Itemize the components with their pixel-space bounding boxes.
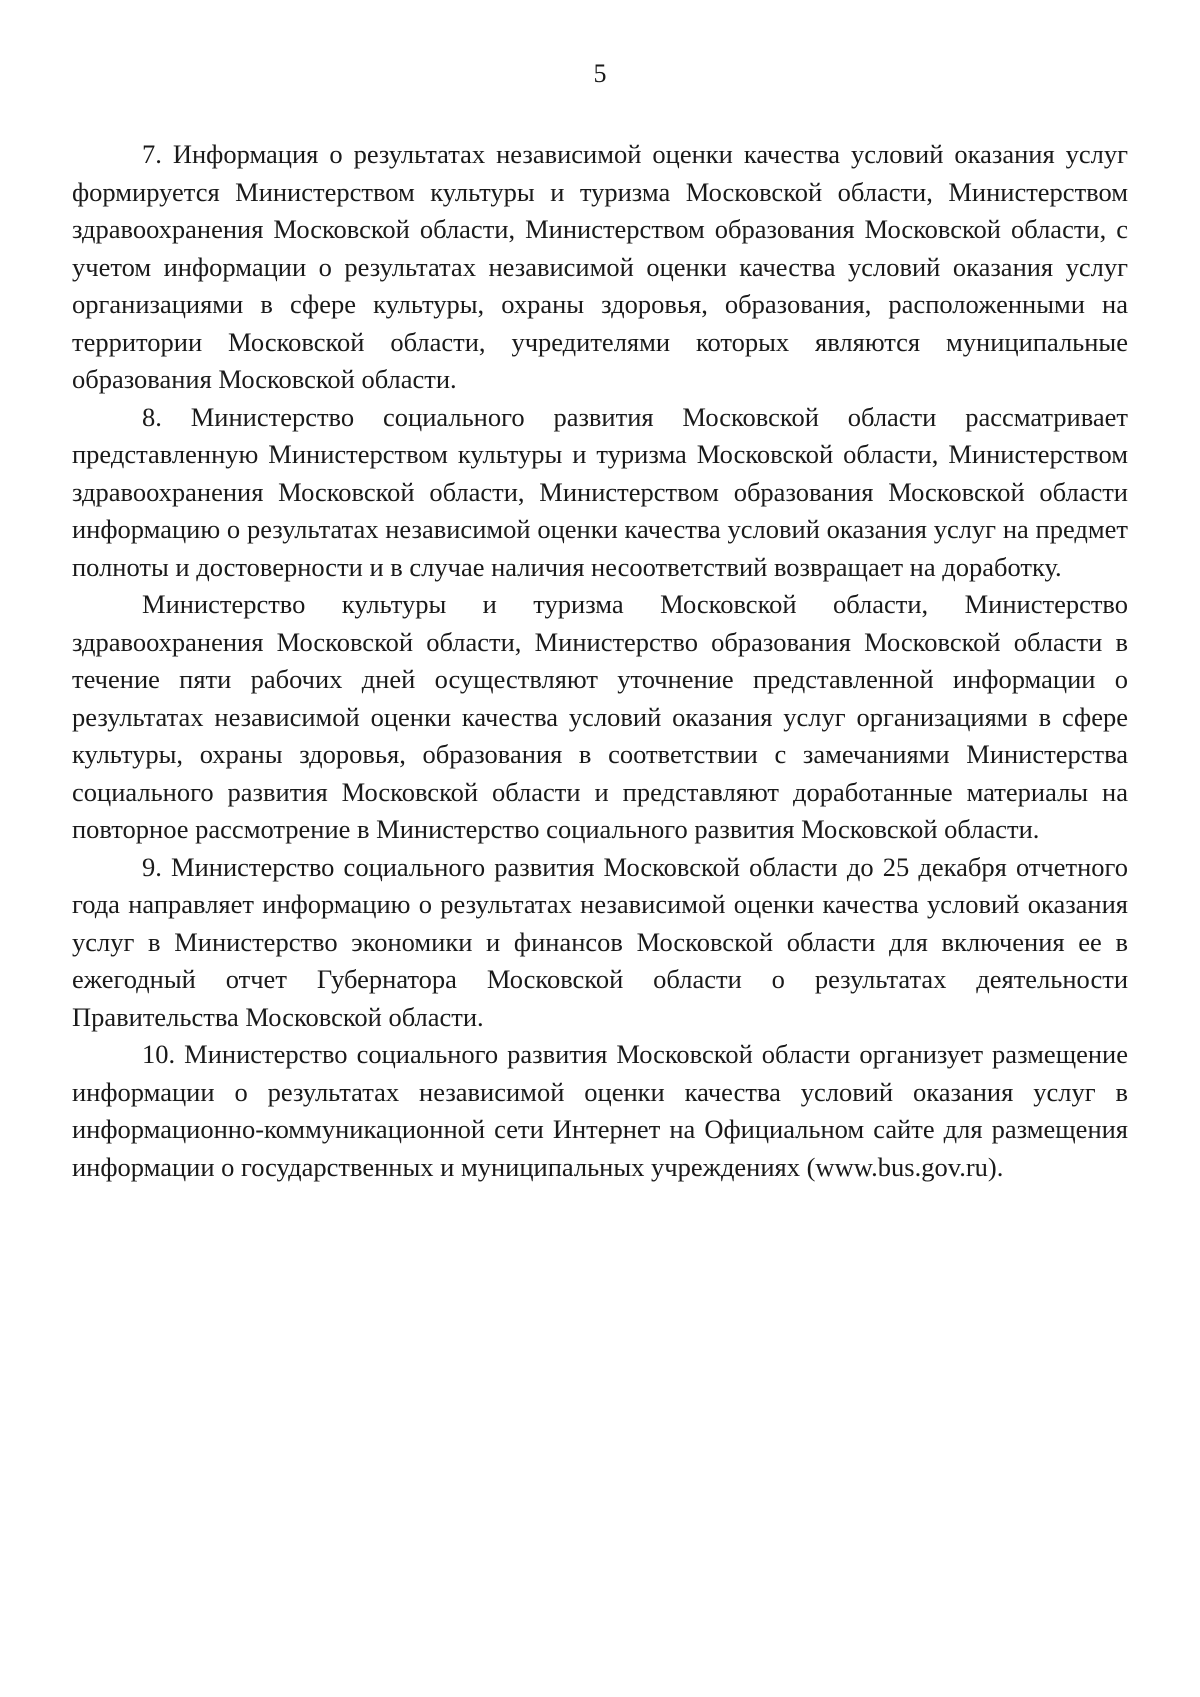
paragraph-10: 10. Министерство социального развития Московской области организует размещение информации о результатах независимой оценки качества условий оказания услуг в информационно-коммуникационной сети Интернет на Официальном сайте для размещения информации о государственных и муниципальных учреждениях (www.bus.gov.ru).	[72, 1039, 1128, 1182]
paragraph-8: 8. Министерство социального развития Московской области рассматривает представленную Министерством культуры и туризма Московской области, Министерством здравоохранения Московской области, Министерством образования Московской области информацию о результатах независимой оценки качества условий оказания услуг на предмет полноты и достоверности и в случае наличия несоответствий возвращает на доработку.	[72, 401, 1128, 582]
document-body	[72, 136, 1128, 1186]
paragraph-9: 9. Министерство социального развития Московской области до 25 декабря отчетного года направляет информацию о результатах независимой оценки качества условий оказания услуг в Министерство экономики и финансов Московской области для включения ее в ежегодный отчет Губернатора Московской области о результатах деятельности Правительства Московской области.	[72, 851, 1128, 1032]
page-number: 5	[593, 59, 607, 88]
paragraph-8-continuation: Министерство культуры и туризма Московской области, Министерство здравоохранения Московской области, Министерство образования Московской области в течение пяти рабочих дней осуществляют уточнение представленной информации о результатах независимой оценки качества условий оказания услуг организациями в сфере культуры, охраны здоровья, образования в соответствии с замечаниями Министерства социального развития Московской области и представляют доработанные материалы на повторное рассмотрение в Министерство социального развития Московской области.	[72, 589, 1128, 844]
paragraph-7: 7. Информация о результатах независимой оценки качества условий оказания услуг формируется Министерством культуры и туризма Московской области, Министерством здравоохранения Московской области, Министерством образования Московской области, с учетом информации о результатах независимой оценки качества условий оказания услуг организациями в сфере культуры, охраны здоровья, образования, расположенными на территории Московской области, учредителями которых являются муниципальные образования Московской области.	[72, 139, 1128, 394]
